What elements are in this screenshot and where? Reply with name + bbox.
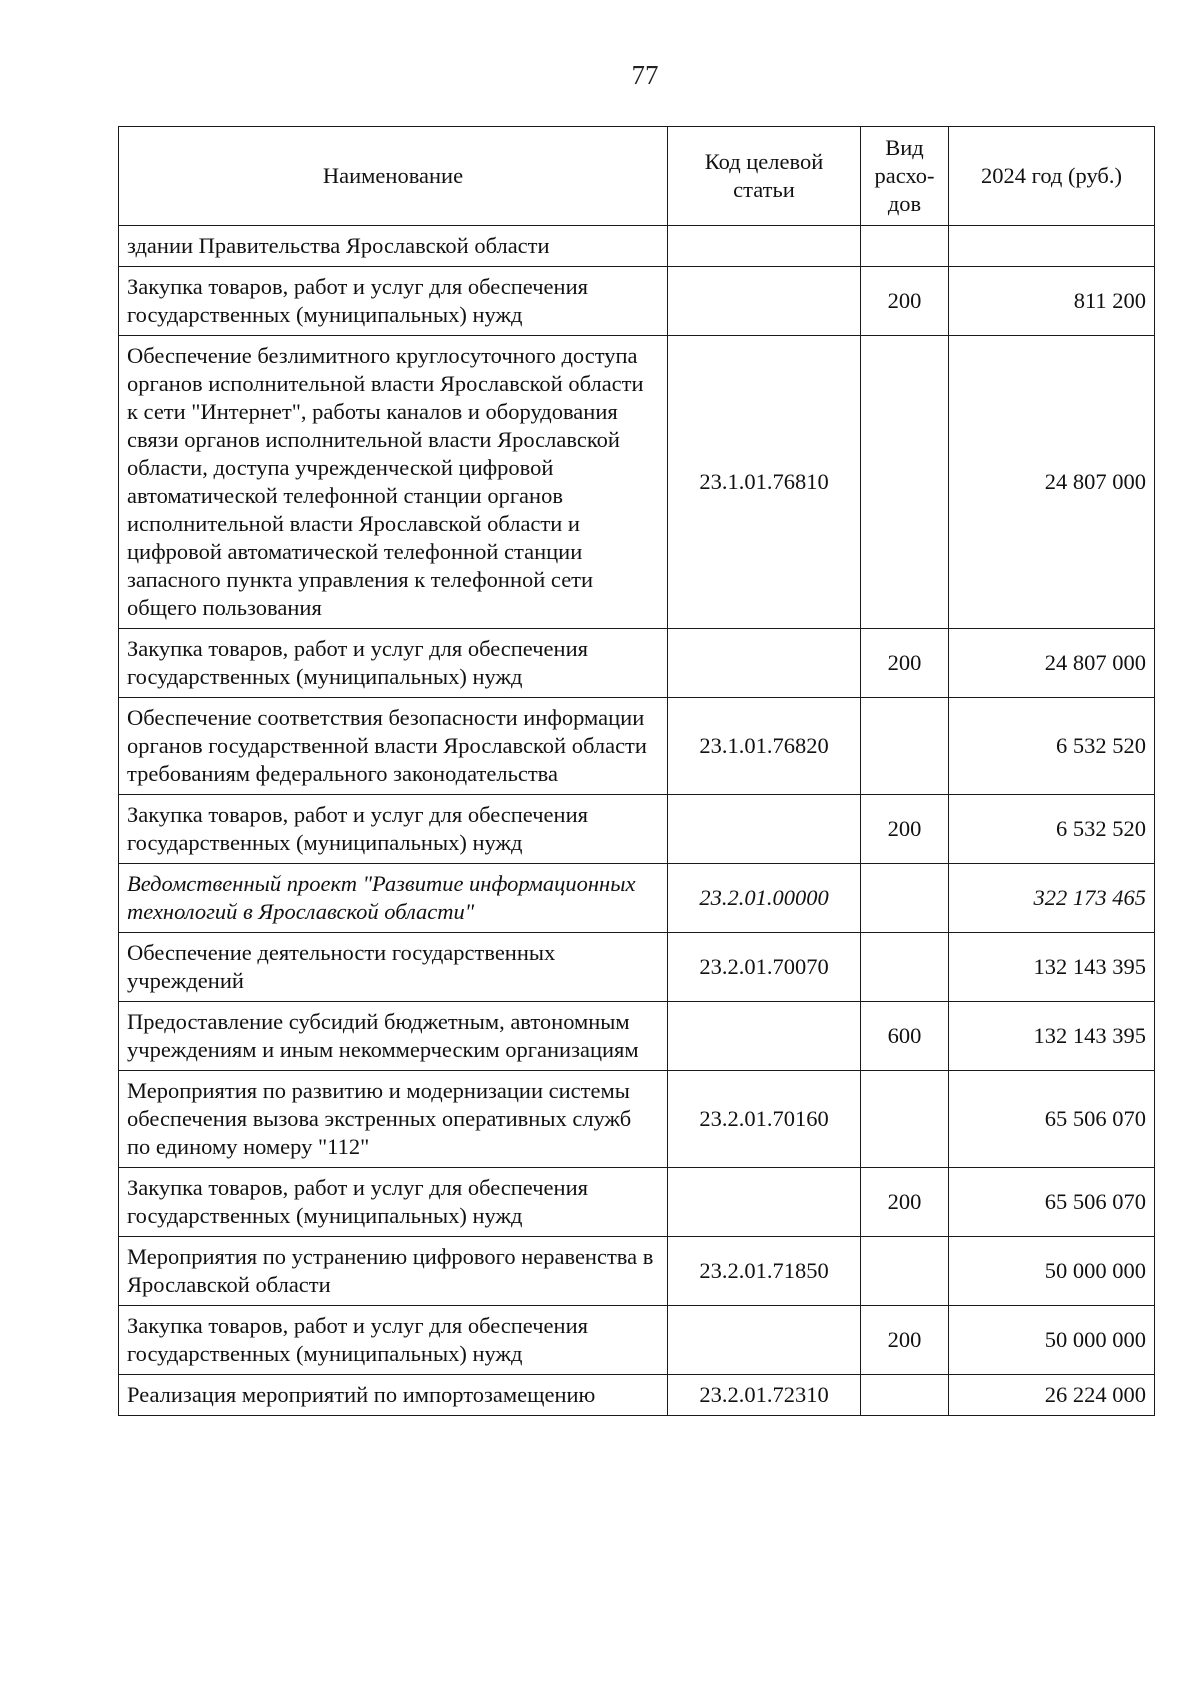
row-name: Обеспечение безлимитного круглосуточного доступа органов исполнительной власти Ярославской области к сети "Интернет", работы каналов и оборудования связи органов исполнительной власти Ярославской области, доступа учрежденческой цифровой автоматической телефонной станции органов исполнительной власти Ярославской области и цифровой автоматической телефонной станции запасного пункта управления к телефонной сети общего пользования (119, 336, 668, 629)
row-kind: 600 (861, 1002, 949, 1071)
row-code (668, 1002, 861, 1071)
row-name: Закупка товаров, работ и услуг для обеспечения государственных (муниципальных) нужд (119, 629, 668, 698)
table-row (119, 1306, 1155, 1375)
table-row (119, 795, 1155, 864)
row-amount: 50 000 000 (949, 1306, 1155, 1375)
row-amount: 65 506 070 (949, 1168, 1155, 1237)
table-row (119, 1002, 1155, 1071)
table-body (119, 226, 1155, 1416)
row-kind: 200 (861, 267, 949, 336)
row-kind (861, 698, 949, 795)
row-code: 23.2.01.71850 (668, 1237, 861, 1306)
header-code: Код целевой статьи (668, 127, 861, 226)
row-kind (861, 1071, 949, 1168)
row-name: Закупка товаров, работ и услуг для обеспечения государственных (муниципальных) нужд (119, 795, 668, 864)
table-row (119, 1375, 1155, 1416)
row-amount: 132 143 395 (949, 933, 1155, 1002)
row-name: Обеспечение соответствия безопасности информации органов государственной власти Ярославской области требованиям федерального законодательства (119, 698, 668, 795)
row-code (668, 1306, 861, 1375)
row-amount: 811 200 (949, 267, 1155, 336)
table-row (119, 629, 1155, 698)
row-code: 23.1.01.76810 (668, 336, 861, 629)
row-amount: 6 532 520 (949, 698, 1155, 795)
table-row (119, 864, 1155, 933)
row-amount: 26 224 000 (949, 1375, 1155, 1416)
row-code (668, 267, 861, 336)
budget-table (118, 126, 1155, 1416)
row-amount: 322 173 465 (949, 864, 1155, 933)
page-number: 77 (631, 60, 659, 90)
header-amount: 2024 год (руб.) (949, 127, 1155, 226)
row-amount (949, 226, 1155, 267)
header-kind: Вид расхо-дов (861, 127, 949, 226)
table-row (119, 1168, 1155, 1237)
row-code (668, 795, 861, 864)
header-name: Наименование (119, 127, 668, 226)
row-code (668, 226, 861, 267)
table-row (119, 1237, 1155, 1306)
row-name: здании Правительства Ярославской области (119, 226, 668, 267)
row-amount: 24 807 000 (949, 629, 1155, 698)
table-row (119, 336, 1155, 629)
row-name: Закупка товаров, работ и услуг для обеспечения государственных (муниципальных) нужд (119, 1306, 668, 1375)
row-name: Обеспечение деятельности государственных учреждений (119, 933, 668, 1002)
row-kind (861, 226, 949, 267)
row-kind: 200 (861, 1168, 949, 1237)
table-row (119, 226, 1155, 267)
table-row (119, 267, 1155, 336)
row-amount: 6 532 520 (949, 795, 1155, 864)
row-name: Ведомственный проект "Развитие информационных технологий в Ярославской области" (119, 864, 668, 933)
table-row (119, 1071, 1155, 1168)
row-kind (861, 864, 949, 933)
row-amount: 132 143 395 (949, 1002, 1155, 1071)
row-code: 23.1.01.76820 (668, 698, 861, 795)
row-name: Закупка товаров, работ и услуг для обеспечения государственных (муниципальных) нужд (119, 267, 668, 336)
row-kind: 200 (861, 795, 949, 864)
row-name: Мероприятия по устранению цифрового неравенства в Ярославской области (119, 1237, 668, 1306)
row-name: Закупка товаров, работ и услуг для обеспечения государственных (муниципальных) нужд (119, 1168, 668, 1237)
row-code: 23.2.01.70160 (668, 1071, 861, 1168)
row-amount: 24 807 000 (949, 336, 1155, 629)
row-kind: 200 (861, 1306, 949, 1375)
table-row (119, 933, 1155, 1002)
row-name: Предоставление субсидий бюджетным, автономным учреждениям и иным некоммерческим организациям (119, 1002, 668, 1071)
table-header-row (119, 127, 1155, 226)
row-amount: 50 000 000 (949, 1237, 1155, 1306)
row-amount: 65 506 070 (949, 1071, 1155, 1168)
row-kind: 200 (861, 629, 949, 698)
row-code (668, 629, 861, 698)
row-code (668, 1168, 861, 1237)
row-kind (861, 1375, 949, 1416)
row-name: Мероприятия по развитию и модернизации системы обеспечения вызова экстренных оперативных служб по единому номеру "112" (119, 1071, 668, 1168)
row-code: 23.2.01.70070 (668, 933, 861, 1002)
row-name: Реализация мероприятий по импортозамещению (119, 1375, 668, 1416)
table-row (119, 698, 1155, 795)
row-kind (861, 933, 949, 1002)
row-code: 23.2.01.72310 (668, 1375, 861, 1416)
row-code: 23.2.01.00000 (668, 864, 861, 933)
row-kind (861, 336, 949, 629)
row-kind (861, 1237, 949, 1306)
